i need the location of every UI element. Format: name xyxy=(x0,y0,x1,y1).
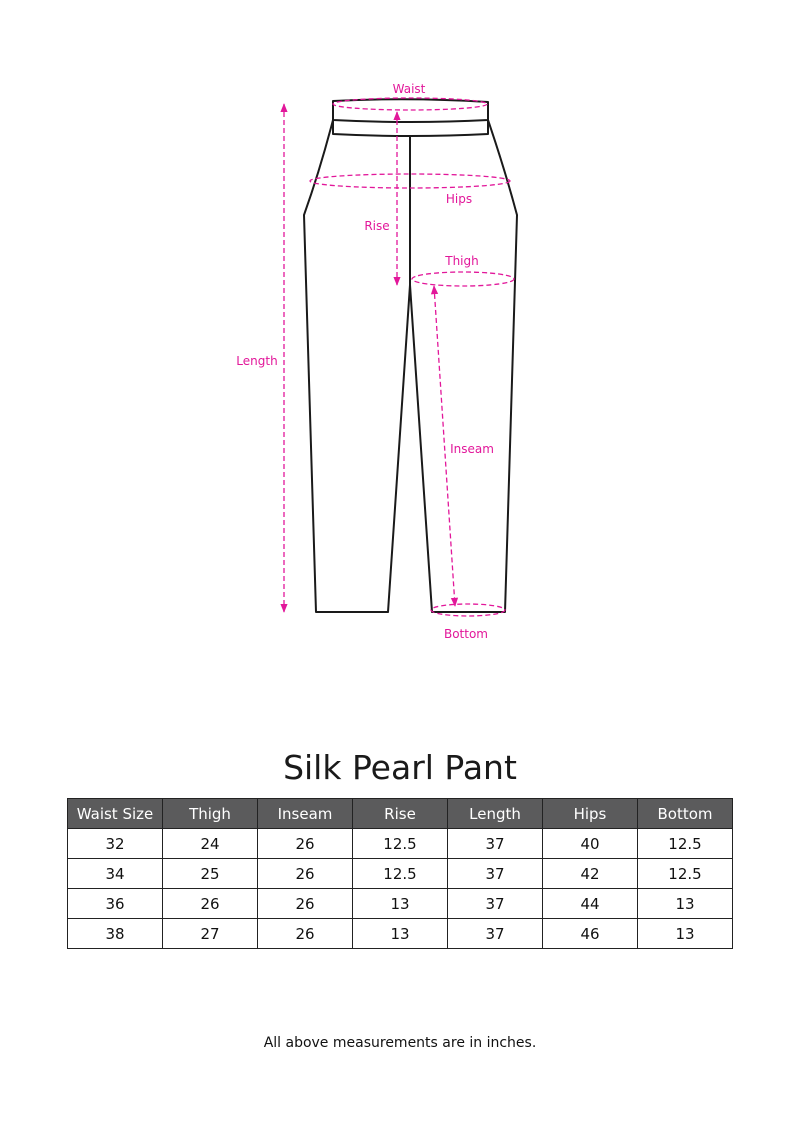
table-cell: 46 xyxy=(543,919,638,949)
table-cell: 13 xyxy=(638,889,733,919)
label-waist: Waist xyxy=(392,82,426,96)
table-cell: 36 xyxy=(68,889,163,919)
table-cell: 34 xyxy=(68,859,163,889)
header-hips: Hips xyxy=(543,799,638,829)
table-cell: 38 xyxy=(68,919,163,949)
table-cell: 26 xyxy=(258,829,353,859)
table-cell: 37 xyxy=(448,889,543,919)
measurement-footnote: All above measurements are in inches. xyxy=(263,1035,537,1051)
table-cell: 44 xyxy=(543,889,638,919)
table-cell: 26 xyxy=(163,889,258,919)
table-header-row xyxy=(68,799,733,829)
table-row xyxy=(68,859,733,889)
label-thigh: Thigh xyxy=(445,254,479,268)
table-cell: 27 xyxy=(163,919,258,949)
table-cell: 37 xyxy=(448,829,543,859)
header-length: Length xyxy=(448,799,543,829)
label-length: Length xyxy=(236,354,278,368)
header-bottom: Bottom xyxy=(638,799,733,829)
table-row xyxy=(68,889,733,919)
table-cell: 25 xyxy=(163,859,258,889)
label-hips: Hips xyxy=(445,192,473,206)
table-cell: 12.5 xyxy=(638,859,733,889)
table-cell: 24 xyxy=(163,829,258,859)
table-cell: 13 xyxy=(353,919,448,949)
label-inseam: Inseam xyxy=(450,442,494,456)
table-cell: 26 xyxy=(258,859,353,889)
table-cell: 37 xyxy=(448,859,543,889)
header-rise: Rise xyxy=(353,799,448,829)
thigh-ellipse xyxy=(412,272,514,286)
table-cell: 26 xyxy=(258,919,353,949)
table-cell: 26 xyxy=(258,889,353,919)
chart-title: Silk Pearl Pant xyxy=(283,748,517,787)
header-waist-size: Waist Size xyxy=(68,799,163,829)
measurement-guides xyxy=(284,98,514,616)
label-rise: Rise xyxy=(364,219,390,233)
table-cell: 12.5 xyxy=(353,859,448,889)
table-cell: 42 xyxy=(543,859,638,889)
table-cell: 13 xyxy=(638,919,733,949)
table-row xyxy=(68,829,733,859)
table-cell: 32 xyxy=(68,829,163,859)
table-cell: 40 xyxy=(543,829,638,859)
header-inseam: Inseam xyxy=(258,799,353,829)
table-cell: 12.5 xyxy=(353,829,448,859)
label-bottom: Bottom xyxy=(443,627,489,641)
table-row xyxy=(68,919,733,949)
bottom-ellipse xyxy=(431,604,505,616)
table-cell: 12.5 xyxy=(638,829,733,859)
size-chart-table xyxy=(67,798,733,949)
table-cell: 13 xyxy=(353,889,448,919)
header-thigh: Thigh xyxy=(163,799,258,829)
table-cell: 37 xyxy=(448,919,543,949)
